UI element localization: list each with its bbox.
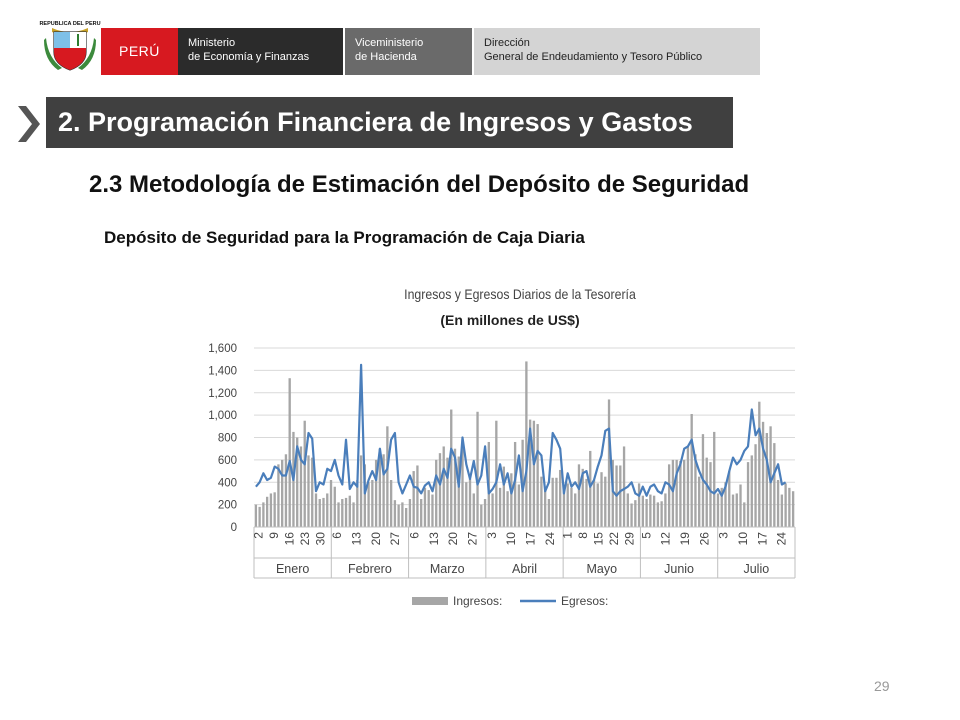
bar-ingresos — [627, 493, 629, 527]
bar-ingresos — [751, 455, 753, 527]
x-tick-label: 24 — [542, 532, 557, 546]
bar-ingresos — [698, 477, 700, 527]
bar-ingresos — [536, 424, 538, 527]
bar-ingresos — [390, 480, 392, 527]
month-label: Julio — [743, 562, 770, 576]
bar-ingresos — [277, 464, 279, 527]
bar-ingresos — [645, 499, 647, 527]
bar-ingresos — [469, 479, 471, 527]
bar-ingresos — [604, 477, 606, 527]
bar-ingresos — [394, 500, 396, 527]
bar-ingresos — [322, 498, 324, 527]
bar-ingresos — [619, 465, 621, 527]
x-tick-label: 10 — [735, 532, 750, 546]
x-tick-label: 10 — [504, 532, 519, 546]
month-label: Marzo — [429, 562, 465, 576]
bar-ingresos — [285, 454, 287, 527]
bar-ingresos — [289, 378, 291, 527]
legend-label-egresos: Egresos: — [561, 594, 609, 608]
ministry-line1: Ministerio — [188, 37, 236, 49]
direction-badge — [474, 28, 760, 75]
bar-ingresos — [634, 500, 636, 527]
bar-ingresos — [416, 465, 418, 527]
bar-ingresos — [405, 508, 407, 527]
bar-ingresos — [533, 421, 535, 527]
bar-ingresos — [781, 495, 783, 527]
bar-ingresos — [758, 402, 760, 527]
y-tick-label: 600 — [217, 454, 237, 467]
bar-ingresos — [255, 505, 257, 527]
bar-ingresos — [747, 462, 749, 527]
peru-badge — [101, 28, 178, 75]
bar-ingresos — [777, 480, 779, 527]
x-tick-label: 19 — [678, 532, 693, 546]
bar-ingresos — [660, 501, 662, 527]
x-tick-label: 9 — [267, 532, 282, 539]
bar-ingresos — [341, 499, 343, 527]
bar-ingresos — [311, 458, 313, 527]
x-tick-label: 29 — [622, 532, 637, 546]
x-tick-label: 12 — [658, 532, 673, 546]
bar-ingresos — [552, 478, 554, 527]
x-tick-label: 1 — [560, 532, 575, 539]
bar-ingresos — [258, 507, 260, 527]
x-tick-label: 24 — [774, 532, 789, 546]
bar-ingresos — [567, 483, 569, 527]
subtitle-secondary: Depósito de Seguridad para la Programación de Caja Diaria — [104, 228, 585, 247]
bar-ingresos — [732, 495, 734, 527]
bar-ingresos — [762, 422, 764, 527]
bar-ingresos — [273, 492, 275, 527]
x-tick-label: 17 — [523, 532, 538, 546]
y-tick-label: 1,400 — [208, 365, 237, 378]
bar-ingresos — [518, 484, 520, 527]
bar-ingresos — [630, 504, 632, 527]
legend-swatch-ingresos — [412, 597, 448, 605]
y-tick-label: 1,200 — [208, 387, 237, 400]
x-tick-label: 16 — [282, 532, 297, 546]
bar-ingresos — [319, 499, 321, 527]
y-tick-label: 0 — [230, 522, 237, 534]
bar-ingresos — [766, 433, 768, 527]
bar-ingresos — [540, 477, 542, 527]
bar-ingresos — [315, 493, 317, 527]
bar-ingresos — [424, 488, 426, 527]
bar-ingresos — [435, 460, 437, 527]
bar-ingresos — [371, 480, 373, 527]
bar-ingresos — [270, 493, 272, 527]
bar-ingresos — [597, 483, 599, 527]
bar-ingresos — [330, 480, 332, 527]
bar-ingresos — [548, 499, 550, 527]
x-tick-label: 20 — [446, 532, 461, 546]
bar-ingresos — [349, 496, 351, 527]
bar-ingresos — [600, 472, 602, 527]
bar-ingresos — [657, 502, 659, 527]
bar-ingresos — [420, 499, 422, 527]
income-expense-chart — [180, 280, 800, 610]
bar-ingresos — [788, 488, 790, 527]
bar-ingresos — [559, 470, 561, 527]
bar-ingresos — [593, 480, 595, 527]
vice-line2: de Hacienda — [355, 51, 417, 63]
bar-ingresos — [499, 488, 501, 527]
bar-ingresos — [638, 483, 640, 527]
peru-coat-of-arms-icon — [39, 18, 101, 74]
legend-label-ingresos: Ingresos: — [453, 594, 503, 608]
bar-ingresos — [352, 502, 354, 527]
bar-ingresos — [266, 497, 268, 527]
y-tick-label: 200 — [217, 499, 237, 512]
bar-ingresos — [367, 482, 369, 527]
bar-ingresos — [409, 499, 411, 527]
bar-ingresos — [706, 458, 708, 527]
x-tick-label: 20 — [368, 532, 383, 546]
bar-ingresos — [623, 446, 625, 527]
bar-ingresos — [443, 446, 445, 527]
peru-label: PERÚ — [119, 43, 160, 59]
bar-ingresos — [736, 493, 738, 527]
bar-ingresos — [480, 505, 482, 527]
dir-line1: Dirección — [484, 37, 530, 49]
chart-subtitle: (En millones de US$) — [440, 312, 580, 328]
bar-ingresos — [589, 451, 591, 527]
x-tick-label: 3 — [716, 532, 731, 539]
x-tick-label: 17 — [755, 532, 770, 546]
bar-ingresos — [484, 499, 486, 527]
bar-ingresos — [679, 461, 681, 527]
chart-title: Ingresos y Egresos Diarios de la Tesorería — [404, 286, 636, 303]
bar-ingresos — [401, 502, 403, 527]
bar-ingresos — [386, 426, 388, 527]
bar-ingresos — [337, 502, 339, 527]
y-tick-label: 400 — [217, 477, 237, 490]
bar-ingresos — [754, 444, 756, 527]
bar-ingresos — [709, 462, 711, 527]
bar-ingresos — [728, 471, 730, 527]
viceministry-badge — [345, 28, 472, 75]
x-tick-label: 3 — [484, 532, 499, 539]
bar-ingresos — [397, 505, 399, 527]
x-tick-label: 5 — [639, 532, 654, 539]
bar-ingresos — [585, 479, 587, 527]
bar-ingresos — [334, 487, 336, 527]
bar-ingresos — [345, 498, 347, 527]
bar-ingresos — [578, 464, 580, 527]
page-number: 29 — [874, 678, 890, 694]
bar-ingresos — [326, 493, 328, 527]
ministry-line2: de Economía y Finanzas — [188, 51, 310, 63]
bar-ingresos — [525, 361, 527, 527]
bar-ingresos — [739, 484, 741, 527]
vice-line1: Viceministerio — [355, 37, 424, 49]
bar-ingresos — [717, 493, 719, 527]
month-label: Enero — [275, 562, 310, 576]
x-tick-label: 27 — [388, 532, 403, 546]
bar-ingresos — [691, 414, 693, 527]
bar-ingresos — [683, 460, 685, 527]
x-tick-label: 23 — [297, 532, 312, 546]
bar-ingresos — [262, 502, 264, 527]
month-label: Mayo — [586, 562, 618, 576]
bar-ingresos — [713, 432, 715, 527]
bar-ingresos — [510, 473, 512, 527]
subtitle: 2.3 Metodología de Estimación del Depósito de Seguridad — [89, 171, 750, 198]
bar-ingresos — [649, 495, 651, 527]
bar-ingresos — [563, 491, 565, 527]
x-tick-label: 22 — [607, 532, 622, 546]
bar-ingresos — [574, 493, 576, 527]
bar-ingresos — [476, 412, 478, 527]
bar-ingresos — [642, 496, 644, 527]
bar-ingresos — [465, 482, 467, 527]
x-tick-label: 26 — [697, 532, 712, 546]
bar-ingresos — [281, 460, 283, 527]
x-tick-label: 30 — [313, 532, 328, 546]
x-tick-label: 27 — [465, 532, 480, 546]
x-tick-label: 15 — [591, 532, 606, 546]
bar-ingresos — [413, 471, 415, 527]
bar-ingresos — [439, 453, 441, 527]
x-tick-label: 6 — [407, 532, 422, 539]
bar-ingresos — [664, 493, 666, 527]
bar-ingresos — [668, 464, 670, 527]
chevron-right-icon — [14, 104, 42, 144]
bar-ingresos — [784, 483, 786, 527]
bar-ingresos — [773, 443, 775, 527]
bar-ingresos — [506, 491, 508, 527]
bar-ingresos — [570, 488, 572, 527]
x-tick-label: 13 — [426, 532, 441, 546]
dir-line2: General de Endeudamiento y Tesoro Público — [484, 51, 703, 63]
bar-ingresos — [653, 496, 655, 527]
bar-ingresos — [431, 495, 433, 527]
bar-ingresos — [450, 410, 452, 527]
x-tick-label: 13 — [349, 532, 364, 546]
bar-ingresos — [555, 478, 557, 527]
x-tick-label: 2 — [251, 532, 266, 539]
y-tick-label: 1,000 — [208, 410, 237, 423]
x-tick-label: 8 — [576, 532, 591, 539]
bar-ingresos — [473, 493, 475, 527]
y-tick-label: 800 — [217, 432, 237, 445]
bar-ingresos — [428, 490, 430, 527]
month-label: Abril — [511, 562, 538, 576]
bar-ingresos — [304, 421, 306, 527]
emblem-text: REPUBLICA DEL PERU — [39, 21, 101, 27]
bar-ingresos — [544, 488, 546, 527]
ministry-badge — [178, 28, 343, 75]
bar-ingresos — [743, 502, 745, 527]
x-tick-label: 6 — [330, 532, 345, 539]
bar-ingresos — [792, 491, 794, 527]
y-tick-label: 1,600 — [208, 343, 237, 355]
bar-ingresos — [360, 455, 362, 527]
bar-ingresos — [687, 446, 689, 527]
bar-ingresos — [491, 493, 493, 527]
bar-ingresos — [307, 455, 309, 527]
bar-ingresos — [672, 460, 674, 527]
bar-ingresos — [608, 399, 610, 527]
month-label: Febrero — [348, 562, 392, 576]
month-label: Junio — [664, 562, 695, 576]
section-title: 2. Programación Financiera de Ingresos y Gastos — [46, 97, 733, 148]
